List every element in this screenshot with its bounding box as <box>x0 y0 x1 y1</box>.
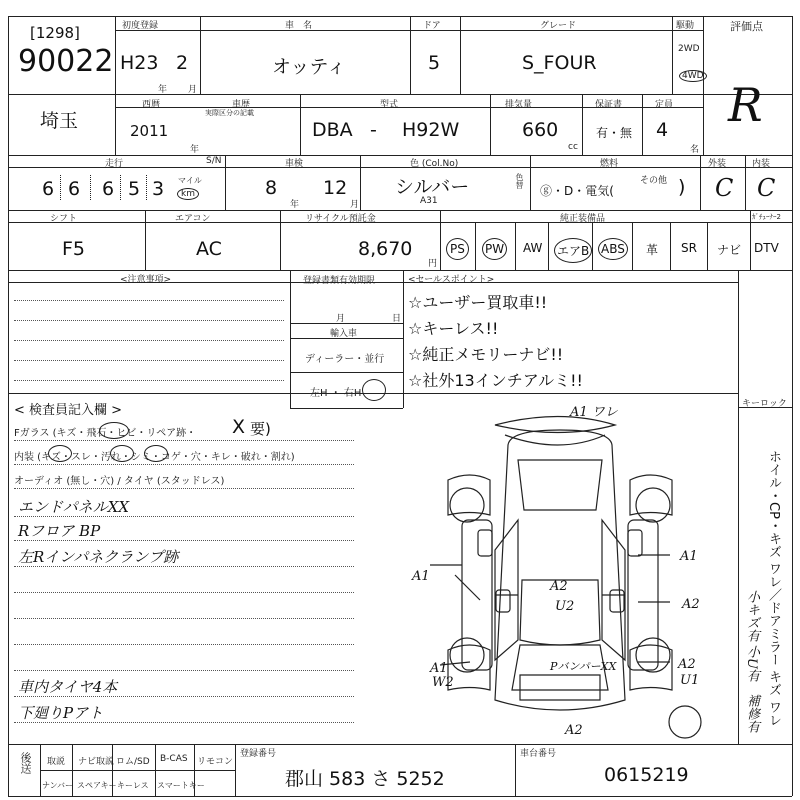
region: 埼玉 <box>40 110 79 132</box>
fuel-label: 燃料 <box>600 159 619 169</box>
fuel-close: ) <box>678 176 686 198</box>
inspection-label: 車検 <box>285 159 304 169</box>
wheel-mirror-legend: ホイル・CP・キズ ワレ／ドアミラー キズ ワレ <box>766 450 781 727</box>
caution-title: <注意事項> <box>120 275 172 285</box>
equipment-airbag-circled: エアB <box>554 238 592 263</box>
month-unit: 月 <box>188 85 198 95</box>
capacity-unit: 名 <box>690 145 700 155</box>
equipment-abs-circled: ABS <box>598 238 628 260</box>
mileage-digit: 3 <box>152 178 165 200</box>
lot-bracket: [1298] <box>30 24 80 42</box>
mileage-digit: 6 <box>68 178 81 200</box>
grade-label: グレード <box>540 21 577 31</box>
spare-wheel-icon <box>669 706 701 738</box>
car-name-label: 車 名 <box>285 21 313 31</box>
score-value: R <box>728 78 763 132</box>
color-change-label: 色替 <box>515 173 524 189</box>
sales-point: ☆社外13インチアルミ!! <box>408 371 583 390</box>
front-left-wheel-icon <box>450 488 484 522</box>
shift-label: シフト <box>50 214 78 224</box>
drive-label: 駆動 <box>676 21 695 31</box>
exterior-score: C <box>715 174 734 202</box>
inspection-year-unit: 年 <box>290 200 300 210</box>
displacement-unit: cc <box>568 142 578 152</box>
diagram-label: PバンパーXX <box>550 660 617 673</box>
vehicle-code-sub: 実際区分の記載 <box>205 109 254 117</box>
sales-point: ☆ユーザー買取車!! <box>408 293 548 312</box>
mileage-km-unit-circled: km <box>177 188 199 200</box>
sales-point: ☆純正メモリーナビ!! <box>408 345 564 364</box>
western-year-label: 西暦 <box>142 100 161 110</box>
diagram-label: U1 <box>680 673 700 688</box>
aircon-value: AC <box>196 238 222 260</box>
diagram-label: A1 <box>430 661 448 676</box>
shift-value: F5 <box>62 238 86 260</box>
color-number: A31 <box>420 196 438 206</box>
chassis-label: 車台番号 <box>520 749 557 759</box>
inspection-month: 12 <box>323 177 348 199</box>
mileage-digit: 6 <box>102 178 115 200</box>
model-dash: - <box>370 119 377 141</box>
score-label: 評価点 <box>730 20 763 33</box>
model-label: 型式 <box>380 100 399 110</box>
lot-number: 90022 <box>18 44 114 79</box>
registration-number: 郡山 583 さ 5252 <box>285 768 445 790</box>
right-note: 小キズ有 <box>744 590 759 642</box>
right-hand-circle <box>362 379 386 401</box>
color-label: 色 (Col.No) <box>410 159 459 169</box>
sales-title: <セールスポイント> <box>408 275 495 285</box>
inspection-year: 8 <box>265 177 278 199</box>
inspector-title: < 検査員記入欄 > <box>14 403 123 418</box>
first-reg-label: 初度登録 <box>122 21 159 31</box>
warranty-value: 有・無 <box>596 126 633 140</box>
color-value: シルバー <box>395 176 470 198</box>
exterior-label: 外装 <box>708 159 727 169</box>
equipment-ps-circled: PS <box>446 238 469 260</box>
recycle-label: リサイクル預託金 <box>305 214 376 224</box>
recycle-value: 8,670 <box>358 238 413 260</box>
capacity-label: 定員 <box>655 100 674 110</box>
reg-no-label: 登録番号 <box>240 749 277 759</box>
year-unit: 年 <box>158 85 168 95</box>
interior-label: 内装 <box>752 159 771 169</box>
diagram-label: A2 <box>678 657 696 672</box>
import-car-label: 輸入車 <box>330 329 358 339</box>
recycle-unit: 円 <box>428 259 438 269</box>
hood-outline <box>518 460 602 510</box>
keylock-label: キーロック <box>742 399 787 409</box>
first-reg-month: 2 <box>176 52 189 74</box>
audio-tire-line: オーディオ (無し・穴) / タイヤ (スタッドレス) <box>14 476 225 487</box>
equipment-sunroof: SR <box>681 241 697 255</box>
diagram-label: W2 <box>432 675 454 690</box>
model-value: H92W <box>402 119 460 141</box>
interior-spot-circle <box>144 445 168 462</box>
doors-label: ドア <box>423 21 441 31</box>
diagram-label: A1 ワレ <box>570 405 618 420</box>
interior-score: C <box>757 174 776 202</box>
fglass-x-mark: X <box>232 416 246 438</box>
reg-expiry-label: 登録書類有効期限 <box>303 276 376 286</box>
rear-bumper-outline <box>520 675 600 700</box>
fuel-other-label: その他 <box>640 176 668 186</box>
right-mirror-outline <box>628 530 642 556</box>
hand-note: 車内タイヤ4本 <box>18 678 118 696</box>
mileage-mile-unit: マイル <box>178 176 202 185</box>
expiry-month: 月 <box>336 314 346 324</box>
right-note: 補修有 <box>744 694 759 733</box>
right-note: 小U有 <box>744 645 759 682</box>
equipment-leather: 革 <box>646 243 659 257</box>
car-name-value: オッティ <box>272 56 346 78</box>
dealer-label: ディーラー・並行 <box>305 354 385 365</box>
hand-note: 左Rインパネクランプ跡 <box>18 548 179 566</box>
steering-label: 左H ・ 右H <box>310 388 362 399</box>
mileage-digit: 5 <box>128 178 141 200</box>
diagram-label: A1 <box>680 549 698 564</box>
equipment-aw: AW <box>523 241 543 255</box>
displacement-value: 660 <box>522 119 559 141</box>
car-damage-diagram <box>400 400 735 740</box>
aircon-label: エアコン <box>175 214 211 224</box>
displacement-label: 排気量 <box>505 100 533 110</box>
hand-note: 下廻りPアト <box>18 704 104 722</box>
mileage-label: 走行 <box>105 159 124 169</box>
vehicle-code-label: 車歴 <box>232 100 251 110</box>
right-side-doors <box>628 520 658 670</box>
equipment-dtv: DTV <box>754 241 779 255</box>
western-year-unit: 年 <box>190 145 200 155</box>
interior-line: 内装 (キズ・スレ・汚れ・シミ・コゲ・穴・キレ・破れ・割れ) <box>14 452 295 463</box>
front-right-wheel-icon <box>636 488 670 522</box>
drive-4wd-circled: 4WD <box>679 70 707 82</box>
western-year-value: 2011 <box>130 122 169 140</box>
equipment-pw-circled: PW <box>482 238 507 260</box>
model-prefix: DBA <box>312 119 353 141</box>
capacity-value: 4 <box>656 119 669 141</box>
rear-left-wheel-icon <box>450 638 484 672</box>
doc-label: 後送 <box>19 752 32 774</box>
equipment-navi: ナビ <box>717 243 742 257</box>
sn-label: S/N <box>206 156 222 166</box>
interior-scratch-circle <box>48 445 72 462</box>
chassis-number: 0615219 <box>604 764 689 786</box>
left-side-doors <box>462 520 492 670</box>
diagram-label: U2 <box>555 599 575 614</box>
rear-right-wheel-icon <box>636 638 670 672</box>
diagram-label: A2 <box>565 723 583 738</box>
hand-note: エンドパネルXX <box>18 498 130 516</box>
equipment-label: 純正装備品 <box>560 214 606 224</box>
sales-point: ☆キーレス!! <box>408 319 499 338</box>
diagram-label: A2 <box>682 597 700 612</box>
grade-value: S_FOUR <box>522 52 597 74</box>
inspection-month-unit: 月 <box>350 200 360 210</box>
mileage-digit: 6 <box>42 178 55 200</box>
interior-stain-circle <box>110 445 134 462</box>
drive-2wd: 2WD <box>678 44 700 54</box>
diagram-label: A2 <box>550 579 568 594</box>
tuner-label: ｶﾞﾁｭｰﾅｰ2 <box>752 213 781 221</box>
expiry-day: 日 <box>392 314 402 324</box>
fuel-value: ⓖ・D・電気( <box>540 184 614 198</box>
first-reg-era-year: H23 <box>120 52 159 74</box>
hand-note: Rフロア BP <box>18 522 101 540</box>
doors-value: 5 <box>428 52 441 74</box>
diagram-label: A1 <box>412 569 430 584</box>
left-mirror-outline <box>478 530 492 556</box>
fglass-chip-circle <box>99 422 129 439</box>
warranty-label: 保証書 <box>595 100 623 110</box>
